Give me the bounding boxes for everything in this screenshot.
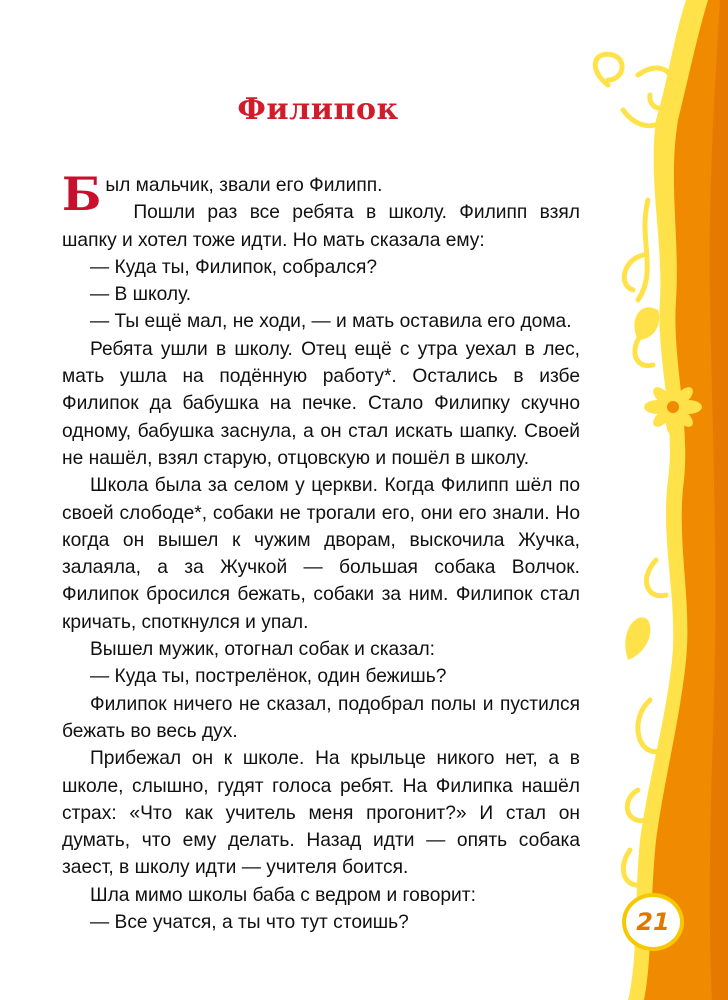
story-paragraph: Прибежал он к школе. На крыльце никого нет, а в школе, слышно, гудят голоса ребят. На Филипка нашёл страх: «Что как учитель меня прогонит?» И стал он думать, что ему делать. Назад идти — опять собака заест, в школу идти — учителя боится. (62, 748, 580, 879)
story-paragraph: Ребята ушли в школу. Отец ещё с утра уехал в лес, мать ушла на подённую работу*. Остались в избе Филипок да бабушка на печке. Стало Филипку скучно одному, бабушка заснула, а он стал искать шапку. Своей не нашёл, взял старую, отцовскую и пошёл в школу. (62, 338, 580, 469)
story-paragraph: — Куда ты, пострелёнок, один бежишь? (90, 666, 447, 688)
drop-cap: Б (62, 167, 102, 221)
story-paragraph: Филипок ничего не сказал, подобрал полы и пустился бежать во весь дух. (62, 693, 580, 742)
story-text (62, 167, 580, 936)
page-number: 21 (636, 908, 670, 936)
story-paragraph: Был мальчик, звали его Филипп. (62, 167, 383, 221)
story-paragraph: — В школу. (90, 284, 192, 306)
story-paragraph: Пошли раз все ребята в школу. Филипп взял шапку и хотел тоже идти. Но мать сказала ему: (62, 202, 580, 251)
story-paragraph: — Куда ты, Филипок, собрался? (90, 256, 378, 278)
story-paragraph: Шла мимо школы баба с ведром и говорит: (90, 884, 476, 906)
story-paragraph: Вышел мужик, отогнал собак и сказал: (90, 639, 435, 661)
decorative-page-border (568, 0, 728, 1000)
page-number-badge (622, 893, 684, 951)
page-title: Филипок (237, 92, 399, 127)
story-paragraph: — Все учатся, а ты что тут стоишь? (90, 912, 409, 934)
story-paragraph: Школа была за селом у церкви. Когда Филипп шёл по своей слободе*, собаки не трогали его, они его знали. Но когда он вышел к чужим дворам, выскочила Жучка, залаяла, а за Жучкой — большая собака Волчок. Филипок бросился бежать, собаки за ним. Филипок стал кричать, споткнулся и упал. (62, 475, 580, 633)
story-paragraph: — Ты ещё мал, не ходи, — и мать оставила его дома. (90, 311, 572, 333)
